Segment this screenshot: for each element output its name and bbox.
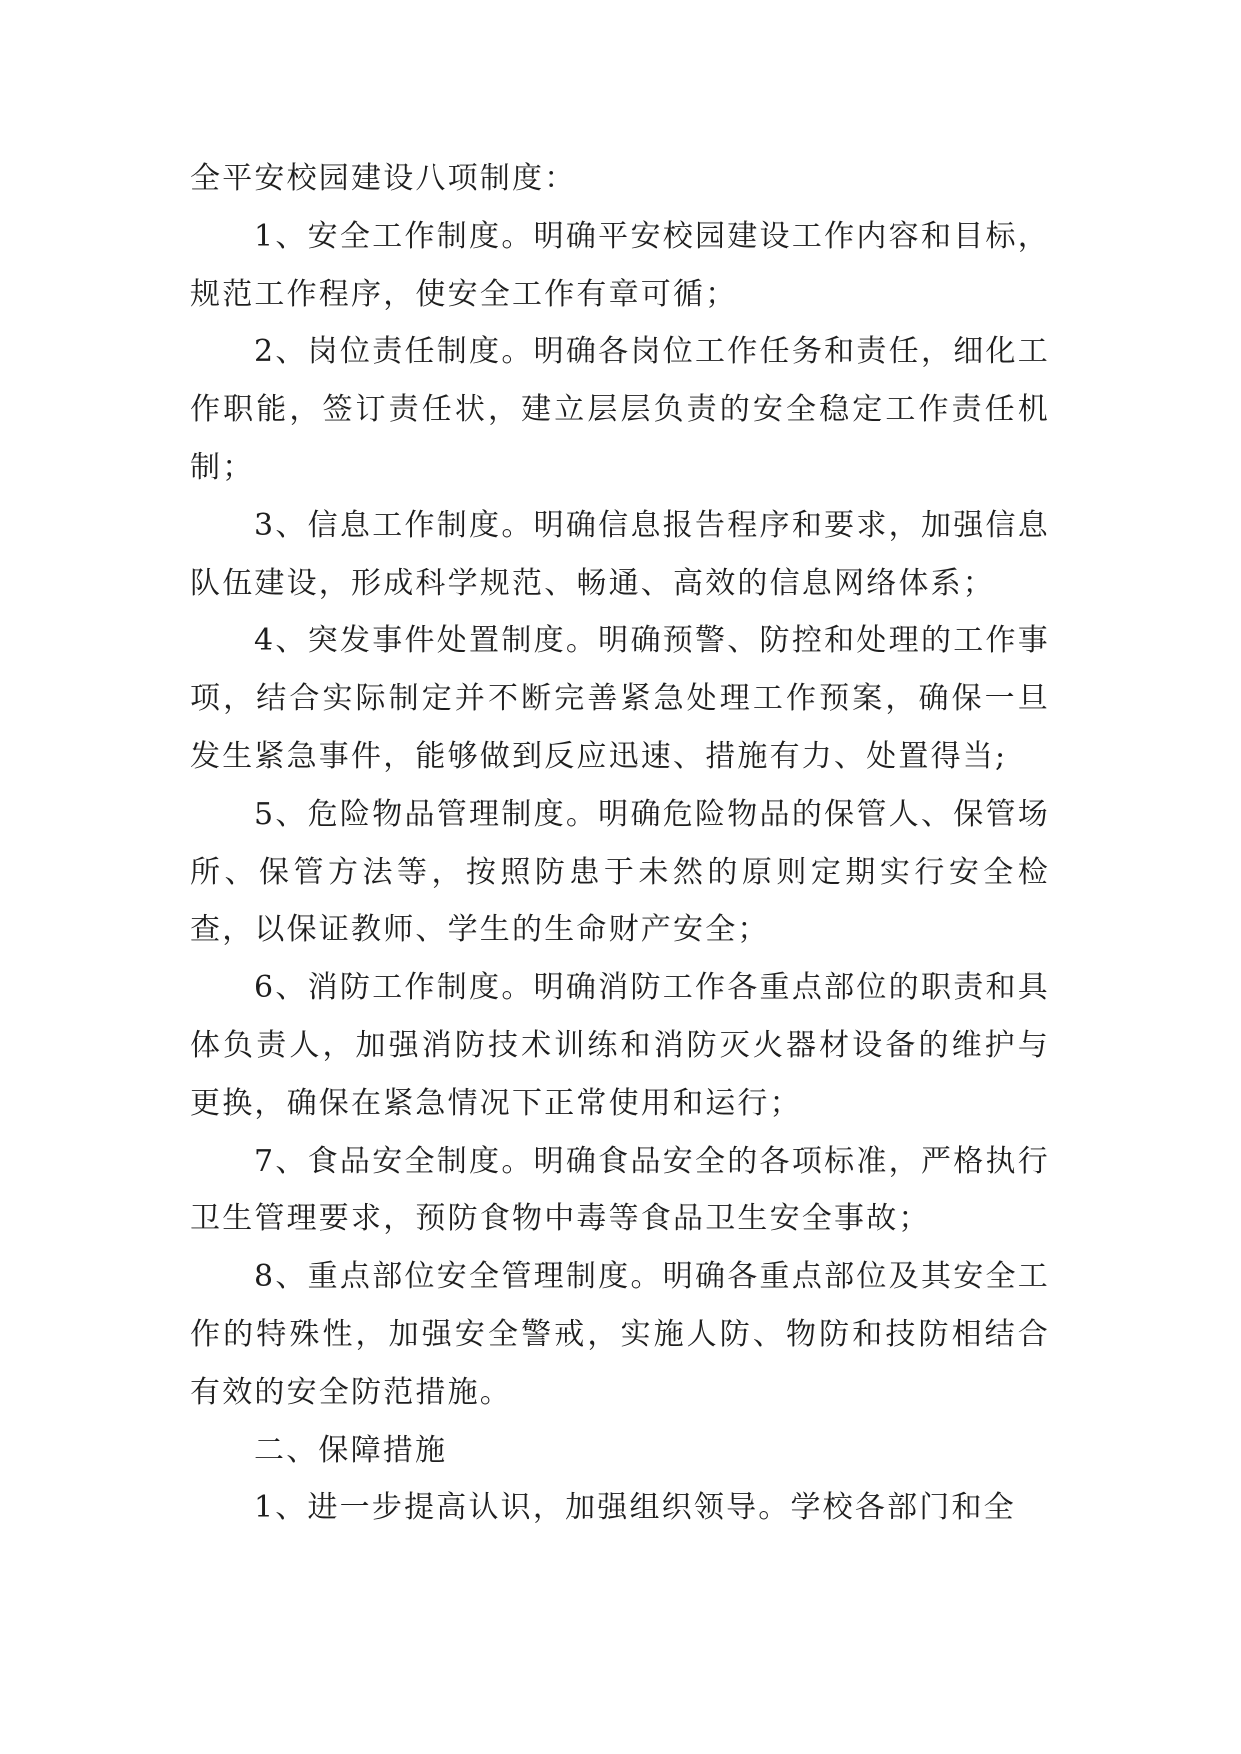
paragraph-safeguard-1: 1、进一步提高认识，加强组织领导。学校各部门和全 xyxy=(254,1490,1016,1526)
section-heading-safeguards: 二、保障措施 xyxy=(254,1432,448,1468)
document-body xyxy=(190,150,1050,1537)
paragraph-safety-work-system: 1、安全工作制度。明确平安校园建设工作内容和目标，规范工作程序，使安全工作有章可循； xyxy=(190,218,1050,312)
paragraph-post-responsibility-system: 2、岗位责任制度。明确各岗位工作任务和责任，细化工作职能，签订责任状，建立层层负责的安全稳定工作责任机制； xyxy=(190,334,1050,485)
paragraph-key-areas-system: 8、重点部位安全管理制度。明确各重点部位及其安全工作的特殊性，加强安全警戒，实施人防、物防和技防相结合有效的安全防范措施。 xyxy=(190,1259,1050,1410)
paragraph-information-work-system: 3、信息工作制度。明确信息报告程序和要求，加强信息队伍建设，形成科学规范、畅通、高效的信息网络体系； xyxy=(190,507,1050,601)
paragraph-continuation: 全平安校园建设八项制度： xyxy=(190,161,577,196)
paragraph-fire-safety-system: 6、消防工作制度。明确消防工作各重点部位的职责和具体负责人，加强消防技术训练和消防灭火器材设备的维护与更换，确保在紧急情况下正常使用和运行； xyxy=(190,970,1050,1121)
paragraph-food-safety-system: 7、食品安全制度。明确食品安全的各项标准，严格执行卫生管理要求，预防食物中毒等食品卫生安全事故； xyxy=(190,1143,1050,1237)
paragraph-emergency-handling-system: 4、突发事件处置制度。明确预警、防控和处理的工作事项，结合实际制定并不断完善紧急处理工作预案，确保一旦发生紧急事件，能够做到反应迅速、措施有力、处置得当; xyxy=(190,623,1050,774)
paragraph-hazardous-goods-system: 5、危险物品管理制度。明确危险物品的保管人、保管场所、保管方法等，按照防患于未然的原则定期实行安全检查，以保证教师、学生的生命财产安全； xyxy=(190,796,1050,948)
